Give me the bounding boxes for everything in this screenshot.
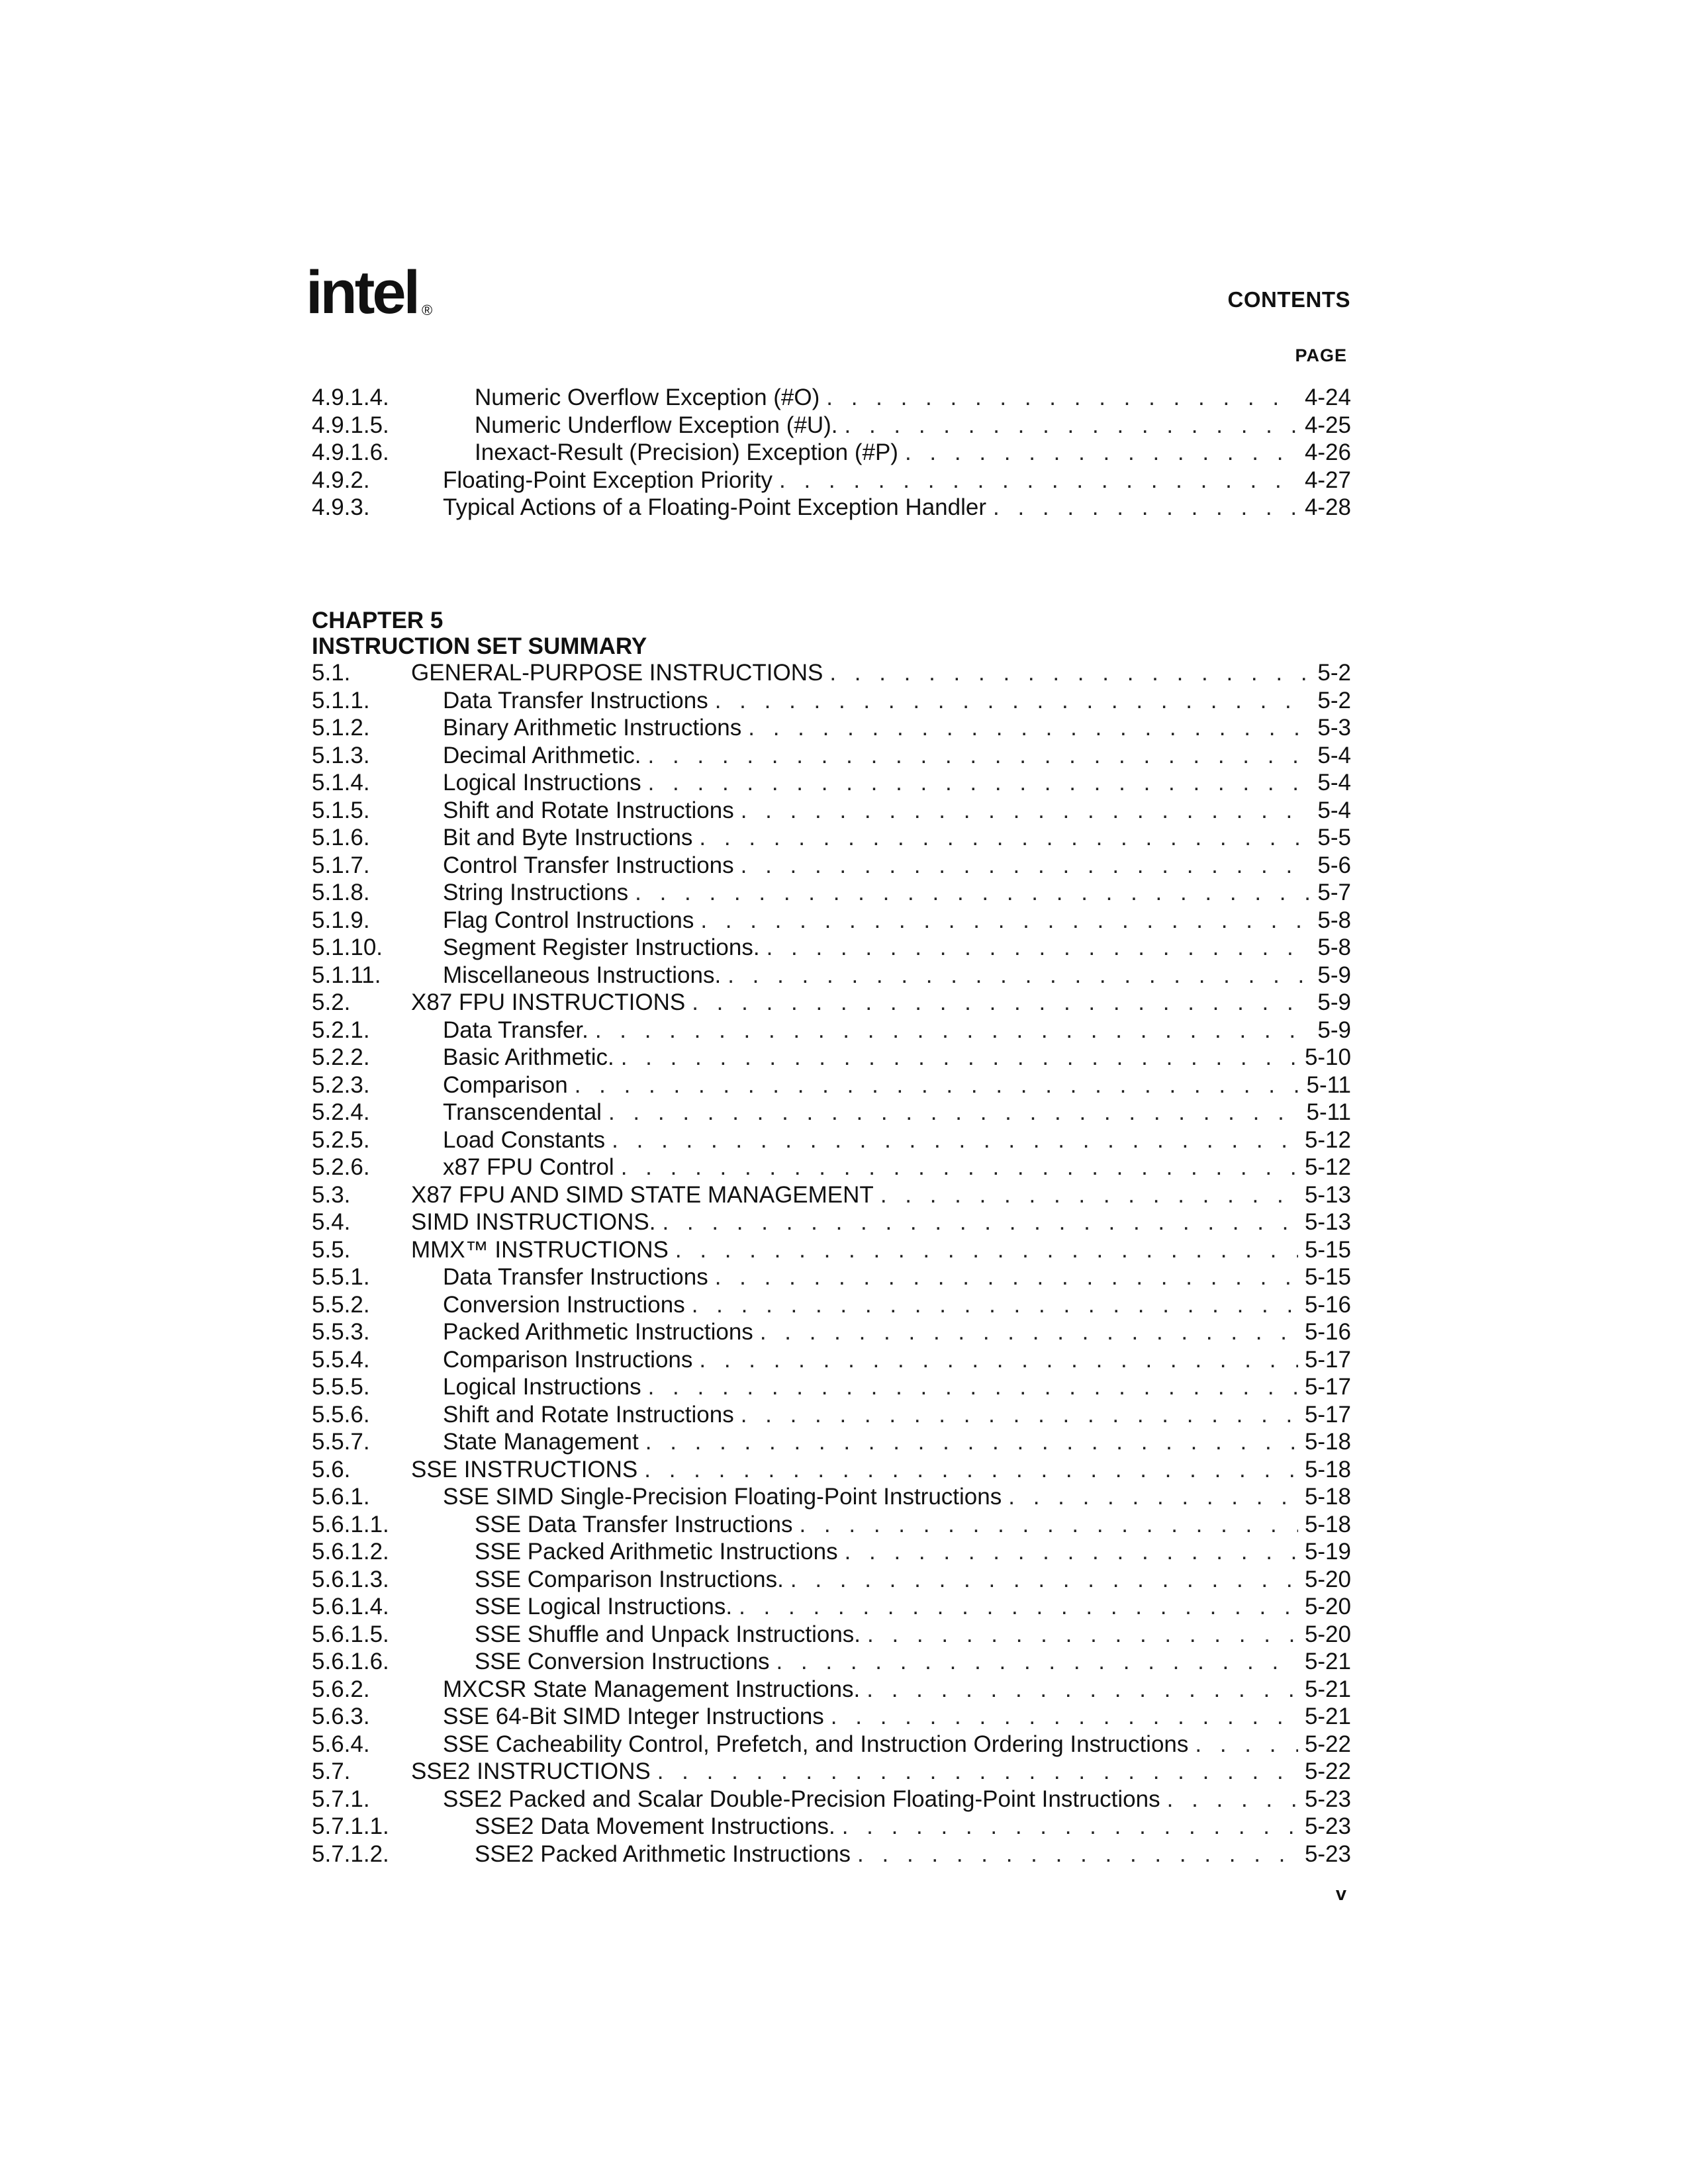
toc-entry[interactable] (312, 412, 1351, 439)
toc-entry-number: 5.6. (312, 1456, 351, 1482)
toc-entry-title: MMX™ INSTRUCTIONS (411, 1236, 669, 1263)
toc-entry-number: 5.1.3. (312, 742, 370, 768)
toc-entry-title: SSE INSTRUCTIONS (411, 1456, 638, 1482)
dot-leader (621, 1154, 1298, 1181)
dot-leader (645, 1428, 1298, 1456)
toc-entry-page: 5-4 (1317, 797, 1351, 823)
toc-entry[interactable] (312, 1181, 1351, 1209)
toc-entry-title: SSE SIMD Single-Precision Floating-Point Instructions (443, 1484, 1002, 1510)
toc-entry[interactable] (312, 1017, 1351, 1044)
toc-entry[interactable] (312, 1456, 1351, 1484)
dot-leader (741, 797, 1311, 825)
toc-entry-number: 5.7.1. (312, 1786, 370, 1812)
dot-leader (644, 1456, 1298, 1484)
dot-leader (612, 1126, 1298, 1154)
toc-entry-number: 5.6.1. (312, 1484, 370, 1510)
toc-entry[interactable] (312, 1813, 1351, 1841)
toc-entry-number: 5.1.8. (312, 880, 370, 905)
dot-leader (776, 1648, 1297, 1676)
toc-entry-number: 5.6.4. (312, 1731, 370, 1757)
toc-entry-title: Data Transfer. (443, 1017, 588, 1043)
toc-entry-title: SSE2 Packed and Scalar Double-Precision Floating-Point Instructions (443, 1786, 1160, 1812)
toc-entry-page: 5-18 (1304, 1511, 1351, 1537)
toc-chapter-5 (312, 608, 1351, 1868)
toc-entry-title: SSE 64-Bit SIMD Integer Instructions (443, 1704, 824, 1729)
toc-entry-page: 4-24 (1304, 385, 1351, 410)
dot-leader (692, 989, 1311, 1017)
dot-leader (715, 687, 1311, 715)
dot-leader (1008, 1483, 1298, 1511)
dot-leader (699, 1346, 1298, 1374)
toc-entry-page: 5-11 (1306, 1071, 1351, 1098)
toc-entry-title: Packed Arithmetic Instructions (443, 1319, 753, 1345)
toc-entry-title: Typical Actions of a Floating-Point Exception Handler (443, 494, 986, 520)
toc-entry[interactable] (312, 1126, 1351, 1154)
toc-entry[interactable] (312, 439, 1351, 467)
toc-entry-number: 5.2. (312, 989, 351, 1015)
toc-entry-number: 5.1.6. (312, 825, 370, 850)
toc-entry-number: 5.1.2. (312, 715, 370, 741)
toc-entry-title: Flag Control Instructions (443, 907, 694, 933)
toc-entry[interactable] (312, 852, 1351, 880)
toc-entry[interactable] (312, 1401, 1351, 1429)
toc-entry-number: 4.9.3. (312, 494, 370, 520)
dot-leader (845, 412, 1298, 439)
toc-entry-page: 5-10 (1304, 1044, 1351, 1070)
toc-entry[interactable] (312, 879, 1351, 907)
toc-entry-title: Comparison (443, 1071, 568, 1098)
toc-entry-number: 5.7.1.2. (312, 1841, 389, 1867)
toc-entry[interactable] (312, 384, 1351, 412)
toc-entry-page: 5-3 (1317, 715, 1351, 741)
dot-leader (779, 467, 1298, 494)
toc-entry-title: MXCSR State Management Instructions. (443, 1676, 861, 1702)
toc-entry-page: 5-15 (1304, 1264, 1351, 1290)
toc-entry[interactable] (312, 1291, 1351, 1319)
toc-entry-page: 5-20 (1304, 1594, 1351, 1619)
dot-leader (829, 659, 1311, 687)
dot-leader (621, 1044, 1298, 1071)
dot-leader (739, 1593, 1298, 1621)
toc-entry-title: SIMD INSTRUCTIONS. (411, 1209, 656, 1235)
toc-entry-page: 5-6 (1317, 852, 1351, 878)
toc-entry-title: X87 FPU INSTRUCTIONS (411, 989, 686, 1015)
toc-entry-number: 5.1.11. (312, 962, 381, 988)
intel-logo (306, 259, 451, 332)
toc-entry-number: 5.3. (312, 1181, 351, 1208)
dot-leader (831, 1703, 1298, 1731)
toc-entry-number: 5.1. (312, 660, 351, 686)
toc-entry-page: 5-8 (1317, 934, 1351, 960)
toc-entry-page: 5-18 (1304, 1429, 1351, 1455)
page-number: v (1335, 1884, 1346, 1905)
dot-leader (993, 494, 1298, 522)
toc-entry[interactable] (312, 934, 1351, 962)
dot-leader (741, 852, 1311, 880)
dot-leader (842, 1813, 1298, 1841)
toc-entry[interactable] (312, 1676, 1351, 1704)
toc-entry-page: 5-13 (1304, 1181, 1351, 1208)
toc-entry-page: 4-27 (1304, 467, 1351, 493)
toc-entry-page: 5-22 (1304, 1731, 1351, 1757)
toc-entry[interactable] (312, 1373, 1351, 1401)
toc-entry-page: 5-17 (1304, 1346, 1351, 1373)
toc-entry-number: 5.2.2. (312, 1044, 370, 1070)
dot-leader (657, 1758, 1298, 1786)
toc-entry-title: Floating-Point Exception Priority (443, 467, 773, 493)
toc-entry-title: GENERAL-PURPOSE INSTRUCTIONS (411, 660, 823, 686)
toc-entry-title: SSE2 Data Movement Instructions. (475, 1813, 835, 1839)
dot-leader (748, 714, 1311, 742)
dot-leader (575, 1071, 1300, 1099)
dot-leader (648, 769, 1311, 797)
toc-entry-title: Data Transfer Instructions (443, 687, 708, 713)
toc-entry[interactable] (312, 742, 1351, 770)
toc-entry[interactable] (312, 1731, 1351, 1758)
toc-entry-number: 5.6.2. (312, 1676, 370, 1702)
toc-entry-title: SSE Shuffle and Unpack Instructions. (475, 1621, 861, 1647)
toc-entry-page: 5-16 (1304, 1319, 1351, 1345)
toc-entry[interactable] (312, 714, 1351, 742)
dot-leader (880, 1181, 1298, 1209)
toc-entry-number: 5.6.1.1. (312, 1511, 389, 1537)
toc-entry-page: 5-18 (1304, 1484, 1351, 1510)
toc-entry-title: Basic Arithmetic. (443, 1044, 614, 1070)
toc-entry-page: 5-21 (1304, 1649, 1351, 1674)
toc-entry-title: SSE Logical Instructions. (475, 1594, 733, 1619)
toc-entry-page: 5-19 (1304, 1539, 1351, 1565)
toc-entry[interactable] (312, 1703, 1351, 1731)
toc-entry-page: 5-8 (1317, 907, 1351, 933)
toc-entry-number: 5.1.4. (312, 770, 370, 796)
toc-entry-title: SSE2 Packed Arithmetic Instructions (475, 1841, 851, 1867)
toc-entry-number: 5.2.5. (312, 1126, 370, 1153)
toc-entry[interactable] (312, 769, 1351, 797)
toc-entry-title: Logical Instructions (443, 770, 641, 796)
dot-leader (1167, 1786, 1298, 1813)
toc-entry-title: Comparison Instructions (443, 1346, 693, 1373)
toc-entry-title: Bit and Byte Instructions (443, 825, 693, 850)
dot-leader (675, 1236, 1298, 1264)
toc-entry[interactable] (312, 1099, 1351, 1126)
logo-wordmark: intel (306, 259, 418, 326)
toc-entry-page: 5-7 (1317, 880, 1351, 905)
toc-entry-number: 5.1.9. (312, 907, 370, 933)
dot-leader (595, 1017, 1311, 1044)
toc-entry-page: 5-18 (1304, 1456, 1351, 1482)
toc-entry-page: 5-12 (1304, 1154, 1351, 1180)
toc-entry-page: 5-21 (1304, 1704, 1351, 1729)
toc-entry-page: 5-12 (1304, 1126, 1351, 1153)
toc-entry-page: 5-9 (1317, 962, 1351, 988)
toc-entry-number: 5.1.1. (312, 687, 370, 713)
toc-entry-number: 5.6.1.6. (312, 1649, 389, 1674)
toc-entry-page: 5-9 (1317, 1017, 1351, 1043)
toc-entry[interactable] (312, 1511, 1351, 1539)
toc-entry-title: Logical Instructions (443, 1374, 641, 1400)
toc-entry-page: 5-17 (1304, 1374, 1351, 1400)
toc-entry-page: 5-20 (1304, 1566, 1351, 1592)
toc-entry-number: 5.5.4. (312, 1346, 370, 1373)
toc-entry-title: Segment Register Instructions. (443, 934, 760, 960)
dot-leader (857, 1841, 1298, 1868)
toc-entry-page: 5-2 (1317, 660, 1351, 686)
chapter-title: INSTRUCTION SET SUMMARY (312, 633, 647, 659)
toc-entry-page: 5-13 (1304, 1209, 1351, 1235)
toc-entry-page: 5-2 (1317, 687, 1351, 713)
toc-entry-page: 5-5 (1317, 825, 1351, 850)
toc-entry-number: 5.5.2. (312, 1291, 370, 1318)
toc-entry[interactable] (312, 1071, 1351, 1099)
toc-entry-page: 5-23 (1304, 1841, 1351, 1867)
toc-entry[interactable] (312, 1538, 1351, 1566)
toc-entry-title: SSE Packed Arithmetic Instructions (475, 1539, 838, 1565)
toc-entry-number: 5.5.7. (312, 1429, 370, 1455)
toc-entry-number: 5.7. (312, 1758, 351, 1784)
dot-leader (715, 1263, 1298, 1291)
dot-leader (1195, 1731, 1298, 1758)
toc-entry[interactable] (312, 1346, 1351, 1374)
toc-entry-title: SSE Comparison Instructions. (475, 1566, 784, 1592)
toc-entry-number: 5.2.3. (312, 1071, 370, 1098)
toc-entry-title: SSE Cacheability Control, Prefetch, and Instruction Ordering Instructions (443, 1731, 1189, 1757)
dot-leader (692, 1291, 1298, 1319)
toc-entry[interactable] (312, 1236, 1351, 1264)
toc-entry-title: String Instructions (443, 880, 629, 905)
toc-entry-title: Data Transfer Instructions (443, 1264, 708, 1290)
toc-entry-page: 5-23 (1304, 1786, 1351, 1812)
toc-entry-number: 5.6.1.4. (312, 1594, 389, 1619)
toc-entry-number: 5.1.5. (312, 797, 370, 823)
toc-entry-title: Binary Arithmetic Instructions (443, 715, 742, 741)
toc-entry-title: Shift and Rotate Instructions (443, 1401, 734, 1428)
dot-leader (648, 1373, 1298, 1401)
toc-entry-number: 4.9.2. (312, 467, 370, 493)
dot-leader (845, 1538, 1298, 1566)
toc-entry-number: 5.4. (312, 1209, 351, 1235)
dot-leader (790, 1566, 1298, 1594)
toc-entry-title: Load Constants (443, 1126, 606, 1153)
toc-entry[interactable] (312, 962, 1351, 989)
toc-entry-number: 5.6.1.3. (312, 1566, 389, 1592)
dot-leader (867, 1621, 1298, 1649)
toc-entry-title: SSE Data Transfer Instructions (475, 1511, 793, 1537)
toc-entry[interactable] (312, 1154, 1351, 1181)
toc-entry-page: 5-20 (1304, 1621, 1351, 1647)
toc-entry-page: 5-4 (1317, 742, 1351, 768)
toc-entry[interactable] (312, 824, 1351, 852)
toc-entry[interactable] (312, 659, 1351, 687)
toc-entry-page: 4-28 (1304, 494, 1351, 520)
toc-entry-number: 5.7.1.1. (312, 1813, 389, 1839)
toc-entry[interactable] (312, 1044, 1351, 1071)
toc-entry-number: 5.1.7. (312, 852, 370, 878)
toc-entry[interactable] (312, 797, 1351, 825)
toc-entry-number: 5.6.1.5. (312, 1621, 389, 1647)
toc-entry-page: 5-16 (1304, 1291, 1351, 1318)
toc-entry[interactable] (312, 1593, 1351, 1621)
toc-entry-page: 5-11 (1306, 1099, 1351, 1125)
toc-entry[interactable] (312, 1841, 1351, 1868)
toc-entry-number: 5.5.6. (312, 1401, 370, 1428)
toc-entry-page: 5-9 (1317, 989, 1351, 1015)
toc-entry-number: 4.9.1.5. (312, 412, 389, 438)
dot-leader (760, 1318, 1298, 1346)
toc-entry[interactable] (312, 1786, 1351, 1813)
dot-leader (799, 1511, 1297, 1539)
toc-entry-number: 5.2.6. (312, 1154, 370, 1180)
toc-entry-number: 5.2.1. (312, 1017, 370, 1043)
toc-entry[interactable] (312, 1428, 1351, 1456)
toc-entry-page: 5-4 (1317, 770, 1351, 796)
toc-entry-title: Inexact-Result (Precision) Exception (#P) (475, 439, 898, 465)
toc-entry-title: Decimal Arithmetic. (443, 742, 641, 768)
toc-entry-title: X87 FPU AND SIMD STATE MANAGEMENT (411, 1181, 874, 1208)
dot-leader (699, 824, 1311, 852)
toc-entry-page: 5-22 (1304, 1758, 1351, 1784)
toc-entry-page: 4-25 (1304, 412, 1351, 438)
toc-entry[interactable] (312, 1208, 1351, 1236)
toc-entry-page: 5-21 (1304, 1676, 1351, 1702)
toc-entry-title: State Management (443, 1429, 639, 1455)
dot-leader (700, 907, 1311, 934)
toc-entry-page: 5-15 (1304, 1236, 1351, 1263)
toc-entry[interactable] (312, 494, 1351, 522)
chapter-label: CHAPTER 5 (312, 608, 444, 633)
toc-entry-page: 4-26 (1304, 439, 1351, 465)
toc-entry[interactable] (312, 1566, 1351, 1594)
dot-leader (741, 1401, 1298, 1429)
toc-entry[interactable] (312, 1758, 1351, 1786)
dot-leader (727, 962, 1311, 989)
toc-entry-title: x87 FPU Control (443, 1154, 614, 1180)
toc-entry-title: Numeric Underflow Exception (#U). (475, 412, 838, 438)
toc-entry-title: SSE2 INSTRUCTIONS (411, 1758, 651, 1784)
registered-mark: ® (422, 302, 433, 318)
dot-leader (662, 1208, 1297, 1236)
toc-entry-title: Control Transfer Instructions (443, 852, 734, 878)
toc-entry[interactable] (312, 687, 1351, 715)
toc-entry[interactable] (312, 1621, 1351, 1649)
page-column-label: PAGE (1295, 345, 1347, 365)
dot-leader (648, 742, 1311, 770)
toc-entry[interactable] (312, 989, 1351, 1017)
toc-entry-page: 5-23 (1304, 1813, 1351, 1839)
toc-entry-number: 5.6.3. (312, 1704, 370, 1729)
dot-leader (826, 384, 1298, 412)
toc-entry-number: 5.5. (312, 1236, 351, 1263)
toc-entry[interactable] (312, 1318, 1351, 1346)
toc-entry-number: 4.9.1.4. (312, 385, 389, 410)
toc-entry-title: Transcendental (443, 1099, 602, 1125)
toc-entry-number: 5.5.5. (312, 1374, 370, 1400)
dot-leader (767, 934, 1311, 962)
toc-entry-page: 5-17 (1304, 1401, 1351, 1428)
toc-entry-number: 5.6.1.2. (312, 1539, 389, 1565)
toc-entry[interactable] (312, 1483, 1351, 1511)
toc-entry-title: SSE Conversion Instructions (475, 1649, 770, 1674)
page-title: CONTENTS (1227, 287, 1350, 312)
toc-entry-number: 5.5.1. (312, 1264, 370, 1290)
toc-entry-number: 5.1.10. (312, 934, 383, 960)
toc-entry-number: 4.9.1.6. (312, 439, 389, 465)
toc-entry-number: 5.5.3. (312, 1319, 370, 1345)
toc-entry[interactable] (312, 467, 1351, 494)
toc-entries (312, 659, 1351, 1868)
toc-entry-number: 5.2.4. (312, 1099, 370, 1125)
toc-entry-title: Miscellaneous Instructions. (443, 962, 722, 988)
toc-entry[interactable] (312, 1263, 1351, 1291)
toc-entry[interactable] (312, 907, 1351, 934)
dot-leader (905, 439, 1298, 467)
toc-entry-title: Conversion Instructions (443, 1291, 685, 1318)
toc-entry-title: Numeric Overflow Exception (#O) (475, 385, 820, 410)
dot-leader (635, 879, 1311, 907)
toc-entry-title: Shift and Rotate Instructions (443, 797, 734, 823)
dot-leader (608, 1099, 1300, 1126)
toc-section-4 (312, 384, 1351, 522)
toc-entry[interactable] (312, 1648, 1351, 1676)
dot-leader (867, 1676, 1298, 1704)
